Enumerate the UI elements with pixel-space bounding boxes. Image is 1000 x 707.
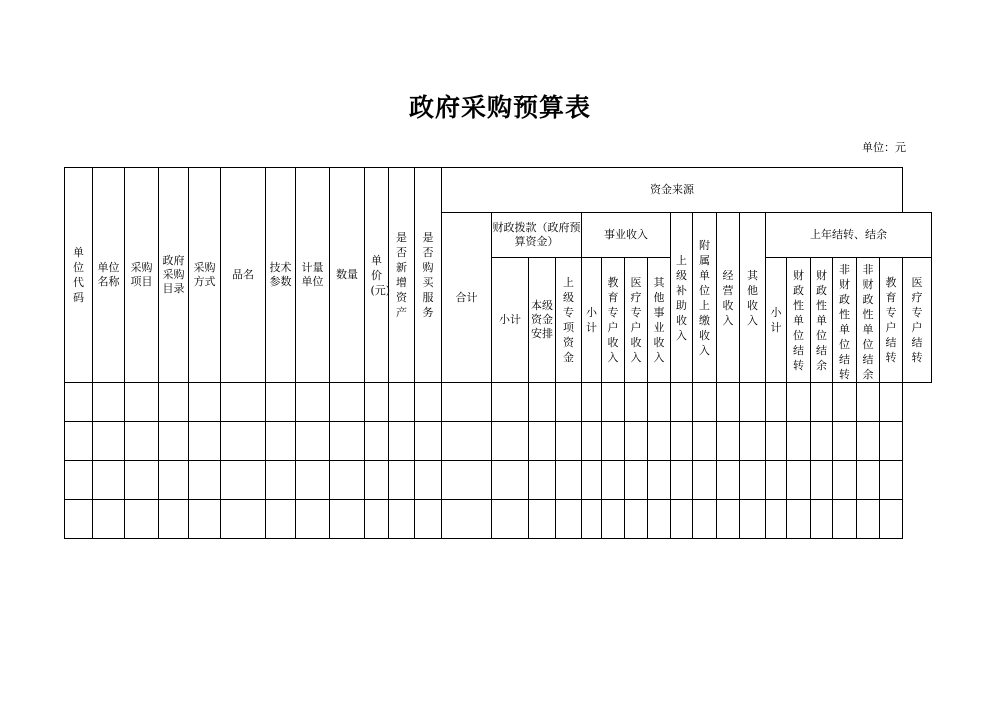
table-cell[interactable] [740,461,766,500]
table-cell[interactable] [857,422,880,461]
table-cell[interactable] [582,500,602,539]
header-fiscal-unit-balance: 财政性单位结余 [811,258,833,383]
table-cell[interactable] [442,500,492,539]
table-cell[interactable] [857,500,880,539]
table-cell[interactable] [717,383,740,422]
table-cell[interactable] [602,422,625,461]
table-cell[interactable] [442,422,492,461]
table-cell[interactable] [415,383,442,422]
header-education-transfer: 教育专户结转 [880,258,903,383]
header-funding-source: 资金来源 [442,168,903,213]
table-cell[interactable] [266,422,296,461]
table-cell[interactable] [556,383,582,422]
header-carryover: 上年结转、结余 [766,213,932,258]
table-cell[interactable] [266,461,296,500]
header-purchase-service: 是否购买服务 [415,168,442,383]
header-total: 合计 [442,213,492,383]
header-measure-unit: 计量单位 [296,168,330,383]
table-cell[interactable] [389,383,415,422]
table-cell[interactable] [125,461,159,500]
header-upper-special: 上级专项资金 [556,258,582,383]
table-cell[interactable] [189,383,221,422]
header-nonfiscal-unit-balance: 非财政性单位结余 [857,258,880,383]
unit-label: 单位：元 [862,141,906,154]
table-cell[interactable] [93,383,125,422]
table-cell[interactable] [365,461,389,500]
table-cell[interactable] [693,500,717,539]
table-cell[interactable] [330,383,365,422]
table-cell[interactable] [740,500,766,539]
header-fiscal-subtotal: 小计 [492,258,529,383]
table-cell[interactable] [93,500,125,539]
table-cell[interactable] [582,461,602,500]
table-cell[interactable] [529,422,556,461]
table-cell[interactable] [857,461,880,500]
table-cell[interactable] [693,461,717,500]
table-cell[interactable] [266,383,296,422]
table-cell[interactable] [625,461,648,500]
header-gov-catalog: 政府采购目录 [159,168,189,383]
table-cell[interactable] [811,461,833,500]
table-cell[interactable] [648,383,671,422]
header-business-subtotal: 小计 [582,258,602,383]
header-fiscal-allocation: 财政拨款（政府预算资金） [492,213,582,258]
table-cell[interactable] [415,461,442,500]
header-unit-code: 单位代码 [65,168,93,383]
table-cell[interactable] [833,461,857,500]
page-title: 政府采购预算表 [408,93,591,122]
table-cell[interactable] [693,422,717,461]
table-cell[interactable] [189,461,221,500]
header-education-income: 教育专户收入 [602,258,625,383]
header-nonfiscal-unit-transfer: 非财政性单位结转 [833,258,857,383]
table-cell[interactable] [880,383,903,422]
table-cell[interactable] [221,422,266,461]
table-cell[interactable] [787,422,811,461]
table-cell[interactable] [556,461,582,500]
header-upper-subsidy: 上级补助收入 [671,213,693,383]
table-cell[interactable] [266,500,296,539]
header-medical-transfer: 医疗专户结转 [903,258,932,383]
table-row [65,500,932,539]
table-cell[interactable] [648,461,671,500]
table-cell[interactable] [365,383,389,422]
table-row [65,461,932,500]
table-cell[interactable] [492,461,529,500]
table-cell[interactable] [492,422,529,461]
header-affiliated-income: 附属单位上缴收入 [693,213,717,383]
table-cell[interactable] [717,422,740,461]
table-cell[interactable] [787,383,811,422]
table-cell[interactable] [671,500,693,539]
table-cell[interactable] [717,461,740,500]
table-cell[interactable] [93,461,125,500]
table-cell[interactable] [833,422,857,461]
table-cell[interactable] [389,422,415,461]
table-cell[interactable] [365,500,389,539]
table-cell[interactable] [93,422,125,461]
table-cell[interactable] [693,383,717,422]
table-cell[interactable] [717,500,740,539]
header-fiscal-unit-transfer: 财政性单位结转 [787,258,811,383]
table-cell[interactable] [529,500,556,539]
header-business-income: 事业收入 [582,213,671,258]
header-unit-price: 单价(元) [365,168,389,383]
table-cell[interactable] [125,383,159,422]
table-cell[interactable] [330,461,365,500]
table-cell[interactable] [442,383,492,422]
table-cell[interactable] [556,500,582,539]
table-cell[interactable] [766,383,787,422]
table-cell[interactable] [811,422,833,461]
table-cell[interactable] [189,500,221,539]
table-cell[interactable] [492,500,529,539]
table-cell[interactable] [556,422,582,461]
header-medical-income: 医疗专户收入 [625,258,648,383]
table-cell[interactable] [625,383,648,422]
table-cell[interactable] [880,500,903,539]
table-cell[interactable] [330,500,365,539]
table-cell[interactable] [221,461,266,500]
table-cell[interactable] [648,500,671,539]
table-cell[interactable] [740,383,766,422]
table-cell[interactable] [625,500,648,539]
table-cell[interactable] [159,422,189,461]
table-cell[interactable] [857,383,880,422]
table-cell[interactable] [296,461,330,500]
table-cell[interactable] [811,500,833,539]
table-cell[interactable] [65,422,93,461]
header-procurement-item: 采购项目 [125,168,159,383]
header-local-arrangement: 本级资金安排 [529,258,556,383]
table-cell[interactable] [365,422,389,461]
table-cell[interactable] [671,383,693,422]
header-new-asset: 是否新增资产 [389,168,415,383]
table-cell[interactable] [766,422,787,461]
table-cell[interactable] [65,383,93,422]
header-other-income: 其他收入 [740,213,766,383]
table-cell[interactable] [880,461,903,500]
header-product-name: 品名 [221,168,266,383]
table-row [65,383,932,422]
header-tech-params: 技术参数 [266,168,296,383]
table-cell[interactable] [492,383,529,422]
procurement-budget-table [64,167,932,539]
table-cell[interactable] [671,422,693,461]
table-cell[interactable] [811,383,833,422]
header-procurement-method: 采购方式 [189,168,221,383]
table-cell[interactable] [221,500,266,539]
table-cell[interactable] [833,383,857,422]
table-cell[interactable] [602,500,625,539]
table-cell[interactable] [221,383,266,422]
header-operating-income: 经营收入 [717,213,740,383]
table-cell[interactable] [529,383,556,422]
table-cell[interactable] [415,500,442,539]
table-cell[interactable] [330,422,365,461]
header-unit-name: 单位名称 [93,168,125,383]
table-cell[interactable] [529,461,556,500]
table-row [65,422,932,461]
table-cell[interactable] [296,422,330,461]
header-carryover-subtotal: 小计 [766,258,787,383]
table-cell[interactable] [125,500,159,539]
table-cell[interactable] [189,422,221,461]
table-cell[interactable] [65,461,93,500]
table-cell[interactable] [125,422,159,461]
table-cell[interactable] [582,422,602,461]
table-cell[interactable] [787,461,811,500]
table-cell[interactable] [740,422,766,461]
table-cell[interactable] [671,461,693,500]
table-cell[interactable] [602,461,625,500]
table-cell[interactable] [833,500,857,539]
table-cell[interactable] [65,500,93,539]
table-cell[interactable] [766,461,787,500]
table-cell[interactable] [415,422,442,461]
table-cell[interactable] [159,500,189,539]
table-cell[interactable] [296,383,330,422]
table-cell[interactable] [880,422,903,461]
table-cell[interactable] [389,461,415,500]
table-cell[interactable] [766,500,787,539]
table-cell[interactable] [648,422,671,461]
table-cell[interactable] [159,383,189,422]
table-cell[interactable] [296,500,330,539]
header-other-business-income: 其他事业收入 [648,258,671,383]
table-cell[interactable] [625,422,648,461]
table-cell[interactable] [389,500,415,539]
table-cell[interactable] [582,383,602,422]
table-cell[interactable] [787,500,811,539]
table-cell[interactable] [159,461,189,500]
table-cell[interactable] [602,383,625,422]
table-cell[interactable] [442,461,492,500]
header-quantity: 数量 [330,168,365,383]
